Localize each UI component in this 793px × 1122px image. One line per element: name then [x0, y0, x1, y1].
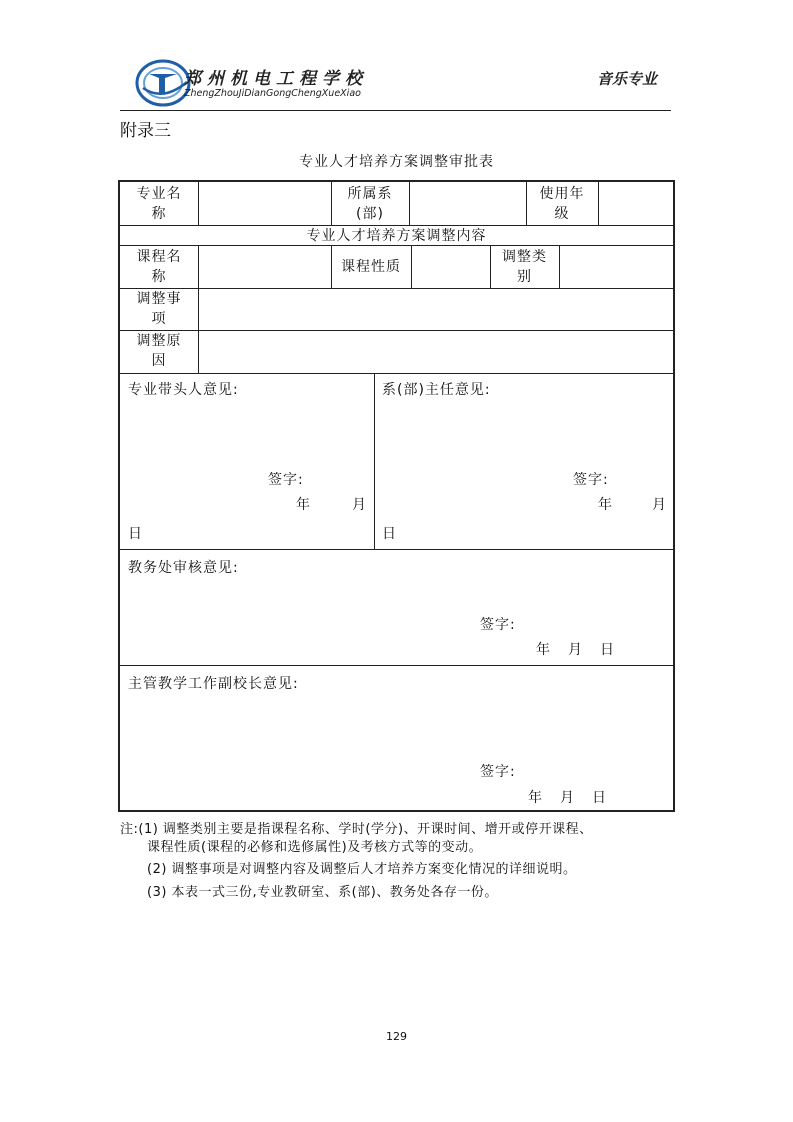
- course-name-label-line1: 课程名: [136, 249, 182, 265]
- section-header: 专业人才培养方案调整内容: [306, 228, 487, 244]
- row-divider: [120, 288, 673, 289]
- major-name-label: [120, 184, 198, 224]
- col-divider: [409, 182, 410, 225]
- col-divider: [411, 245, 412, 288]
- dept-year-label: 年: [598, 497, 613, 513]
- note-2: (2) 调整事项是对调整内容及调整后人才培养方案变化情况的详细说明。: [147, 862, 577, 877]
- school-name-cn: 郑州机电工程学校: [184, 69, 368, 89]
- page-number: 129: [386, 1030, 407, 1043]
- adjust-reason-label-line2: 因: [151, 353, 167, 369]
- leader-month-label: 月: [352, 497, 367, 513]
- course-name-label-line2: 称: [151, 269, 167, 285]
- appendix-title: 附录三: [120, 121, 171, 141]
- academic-year-label: 年: [536, 642, 551, 658]
- course-nature-label: 课程性质: [341, 259, 401, 275]
- major-name-label-line1: 专业名: [136, 186, 182, 202]
- leader-sign-label: 签字:: [268, 472, 304, 488]
- grade-label: [526, 184, 598, 224]
- dept-opinion-label: 系(部)主任意见:: [382, 382, 491, 398]
- grade-label-line2: 级: [554, 206, 570, 222]
- header-divider: [120, 110, 671, 111]
- dept-sign-label: 签字:: [573, 472, 609, 488]
- adjust-item-label: [120, 289, 198, 329]
- note-1-line2: 课程性质(课程的必修和选修属性)及考核方式等的变动。: [147, 840, 483, 855]
- major-name-label-line2: 称: [151, 206, 167, 222]
- academic-month-label: 月: [568, 642, 583, 658]
- adjust-reason-label: [120, 331, 198, 371]
- approval-table: [118, 180, 675, 812]
- adjust-type-label-line1: 调整类: [502, 249, 547, 265]
- vp-day-label: 日: [592, 790, 607, 806]
- row-divider: [120, 330, 673, 331]
- leader-year-label: 年: [296, 497, 311, 513]
- dept-month-label: 月: [652, 497, 667, 513]
- department-label-line2: (部): [356, 206, 384, 222]
- vp-opinion-label: 主管教学工作副校长意见:: [128, 676, 299, 692]
- leader-day-label: 日: [128, 526, 143, 542]
- major-label: 音乐专业: [597, 70, 658, 88]
- adjust-type-label: [490, 247, 559, 287]
- course-name-label: [120, 247, 198, 287]
- adjust-item-label-line1: 调整事: [136, 291, 182, 307]
- table-title: 专业人才培养方案调整审批表: [299, 154, 494, 170]
- vp-month-label: 月: [560, 790, 575, 806]
- academic-day-label: 日: [600, 642, 615, 658]
- department-label: [331, 184, 409, 224]
- col-divider: [198, 245, 199, 288]
- dept-day-label: 日: [382, 526, 397, 542]
- note-1-line1: 注:(1) 调整类别主要是指课程名称、学时(学分)、开课时间、增开或停开课程、: [120, 822, 593, 837]
- note-3: (3) 本表一式三份,专业教研室、系(部)、教务处各存一份。: [147, 885, 498, 900]
- col-divider: [198, 288, 199, 373]
- adjust-type-label-line2: 别: [517, 269, 532, 285]
- academic-sign-label: 签字:: [480, 617, 516, 633]
- leader-opinion-label: 专业带头人意见:: [128, 382, 239, 398]
- vp-sign-label: 签字:: [480, 764, 516, 780]
- vp-year-label: 年: [528, 790, 543, 806]
- row-divider: [120, 665, 673, 666]
- col-divider: [198, 182, 199, 225]
- grade-label-line1: 使用年: [539, 186, 585, 202]
- col-divider: [559, 245, 560, 288]
- department-label-line1: 所属系: [347, 186, 393, 202]
- row-divider: [120, 549, 673, 550]
- col-divider: [374, 373, 375, 549]
- academic-opinion-label: 教务处审核意见:: [128, 560, 239, 576]
- adjust-reason-label-line1: 调整原: [136, 333, 182, 349]
- col-divider: [598, 182, 599, 225]
- school-name-en: ZhengZhouJiDianGongChengXueXiao: [184, 88, 361, 99]
- row-divider: [120, 373, 673, 374]
- adjust-item-label-line2: 项: [151, 311, 167, 327]
